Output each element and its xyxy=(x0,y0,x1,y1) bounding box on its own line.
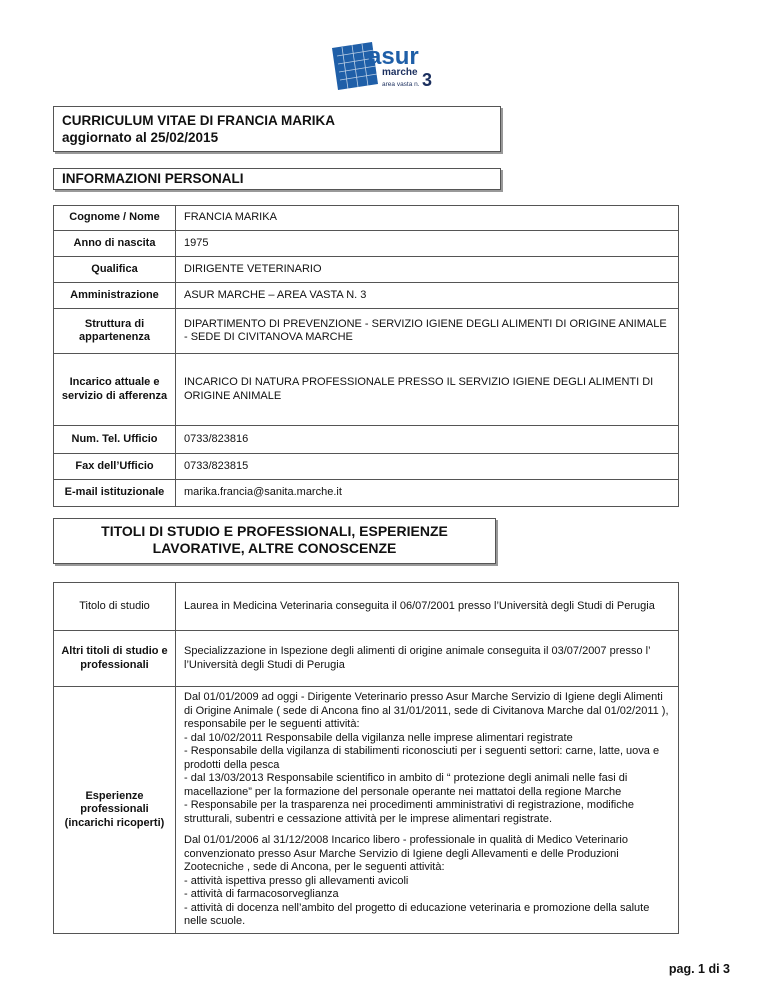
row-label: Esperienze professionali (incarichi ricoperti) xyxy=(54,687,176,934)
logo-graphic xyxy=(328,38,440,94)
table-row xyxy=(54,257,679,283)
row-value: INCARICO DI NATURA PROFESSIONALE PRESSO IL SERVIZIO IGIENE DEGLI ALIMENTI DI ORIGINE ANIMALE xyxy=(176,354,679,426)
row-label: Qualifica xyxy=(54,257,176,283)
row-value: DIPARTIMENTO DI PREVENZIONE - SERVIZIO IGIENE DEGLI ALIMENTI DI ORIGINE ANIMALE - SEDE DI CIVITANOVA MARCHE xyxy=(176,309,679,354)
cv-updated-date: aggiornato al 25/02/2015 xyxy=(62,130,219,145)
cv-title: CURRICULUM VITAE DI FRANCIA MARIKA xyxy=(62,113,335,128)
table-row xyxy=(54,631,679,687)
row-label: Titolo di studio xyxy=(54,583,176,631)
row-label: Fax dell’Ufficio xyxy=(54,454,176,480)
table-row xyxy=(54,354,679,426)
titles-heading-line: LAVORATIVE, ALTRE CONOSCENZE xyxy=(152,540,397,556)
table-row xyxy=(54,454,679,480)
table-row xyxy=(54,309,679,354)
table-row xyxy=(54,583,679,631)
row-value: 1975 xyxy=(176,231,679,257)
row-value: Specializzazione in Ispezione degli alimenti di origine animale conseguita il 03/07/2007 presso l’ l’Università degli Studi di Perugia xyxy=(176,631,679,687)
row-value: ASUR MARCHE – AREA VASTA N. 3 xyxy=(176,283,679,309)
row-value xyxy=(176,687,679,934)
experience-paragraph: Dal 01/01/2006 al 31/12/2008 Incarico libero - professionale in qualità di Medico Veterinario convenzionato presso Asur Marche Servizio di Igiene degli Allevamenti e delle Produzioni Zootecniche , sede di Ancona, per le seguenti attività: - attività ispettiva presso gli allevamenti avicoli - attività di farmacosorveglianza - attività di docenza nell’ambito del progetto di educazione veterinaria e promozione della salute nelle scuole. xyxy=(184,834,650,927)
row-value: marika.francia@sanita.marche.it xyxy=(176,480,679,507)
table-row xyxy=(54,687,679,934)
personal-info-heading: INFORMAZIONI PERSONALI xyxy=(53,168,501,190)
row-label: Altri titoli di studio e professionali xyxy=(54,631,176,687)
row-label: E-mail istituzionale xyxy=(54,480,176,507)
personal-info-table xyxy=(53,205,679,507)
row-value: 0733/823816 xyxy=(176,426,679,454)
logo-marche-text: marche xyxy=(382,67,418,78)
row-label: Num. Tel. Ufficio xyxy=(54,426,176,454)
row-value: Laurea in Medicina Veterinaria conseguita il 06/07/2001 presso l’Università degli Studi di Perugia xyxy=(176,583,679,631)
table-row xyxy=(54,480,679,507)
titles-heading xyxy=(53,518,496,564)
table-row xyxy=(54,426,679,454)
row-value: DIRIGENTE VETERINARIO xyxy=(176,257,679,283)
titles-heading-line: TITOLI DI STUDIO E PROFESSIONALI, ESPERIENZE xyxy=(101,523,448,539)
titles-table xyxy=(53,582,679,934)
page-number: pag. 1 di 3 xyxy=(668,962,730,976)
row-label: Incarico attuale e servizio di afferenza xyxy=(54,354,176,426)
row-label: Struttura di appartenenza xyxy=(54,309,176,354)
logo-asur-text: asur xyxy=(368,43,419,70)
asur-marche-logo xyxy=(328,38,440,94)
row-value: 0733/823815 xyxy=(176,454,679,480)
row-label: Amministrazione xyxy=(54,283,176,309)
table-row xyxy=(54,283,679,309)
cv-title-box xyxy=(53,106,501,152)
row-label: Cognome / Nome xyxy=(54,206,176,231)
logo-number-text: 3 xyxy=(422,70,433,90)
table-row xyxy=(54,206,679,231)
row-label: Anno di nascita xyxy=(54,231,176,257)
row-value: FRANCIA MARIKA xyxy=(176,206,679,231)
logo-area-text: area vasta n. xyxy=(382,81,420,88)
experience-paragraph: Dal 01/01/2009 ad oggi - Dirigente Veterinario presso Asur Marche Servizio di Igiene degli Alimenti di Origine Animale ( sede di Ancona fino al 31/01/2011, sede di Civitanova Marche dal 01/02/2011 ), responsabile per le seguenti attività: - dal 10/02/2011 Responsabile della vigilanza nelle imprese alimentari registrate - Responsabile della vigilanza di stabilimenti riconosciuti per i seguenti settori: carne, latte, uova e prodotti della pesca - dal 13/03/2013 Responsabile scientifico in ambito di “ protezione degli animali nelle fasi di macellazione” per la formazione del personale operante nei mattatoi della regione Marche - Responsabile per la trasparenza nei procedimenti amministrativi di registrazione, modifiche strutturali, subentri e cessazione attività per le imprese alimentari registrate. xyxy=(184,691,669,825)
table-row xyxy=(54,231,679,257)
